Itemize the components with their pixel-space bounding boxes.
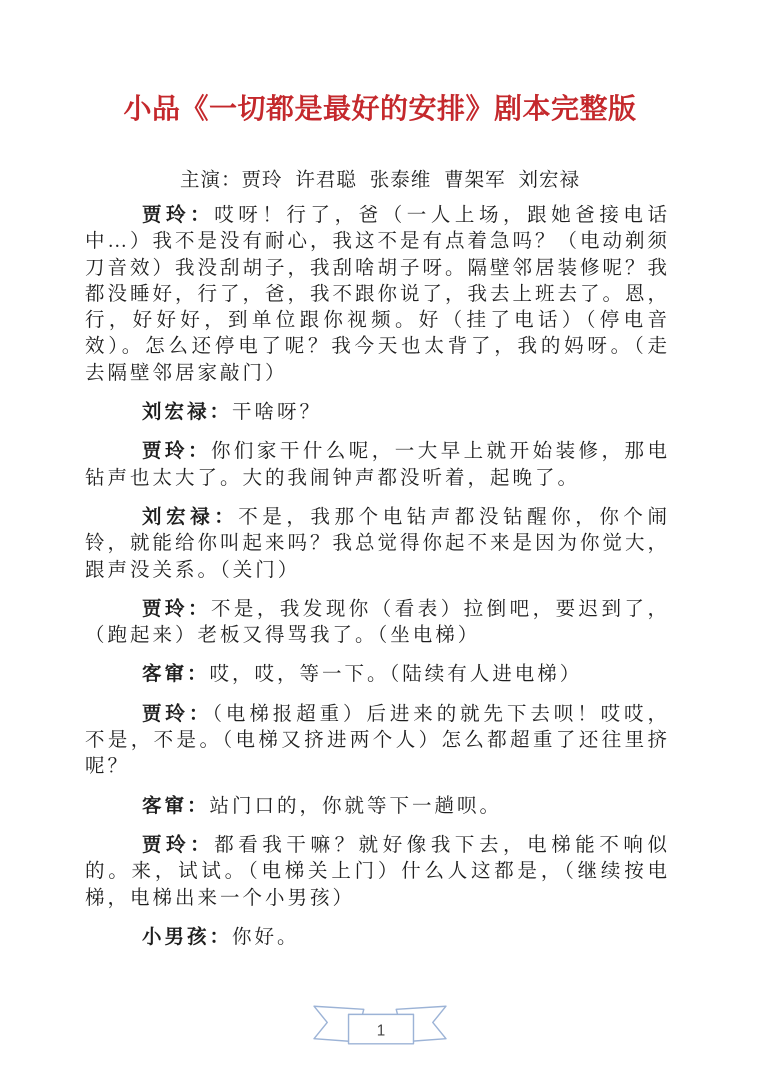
- dialogue-text: 你们家干什么呢，一大早上就开始装修，那电钻声也太大了。大的我闹钟声都没听着，起晚了。: [85, 441, 670, 489]
- dialogue-paragraph: [85, 504, 670, 584]
- dialogue-paragraph: [85, 399, 670, 426]
- dialogue-paragraph: [85, 661, 670, 688]
- dialogue-text: 哎，哎，等一下。（陆续有人进电梯）: [209, 664, 583, 686]
- cast-line: 主演：贾玲 许君聪 张泰维 曹架军 刘宏禄: [179, 170, 580, 191]
- dialogue-paragraph: [85, 832, 670, 912]
- speaker-name: 贾玲：: [142, 702, 213, 725]
- dialogue-text: （电梯报超重）后进来的就先下去呗！哎哎，不是，不是。（电梯又挤进两个人）怎么都超重了还往里挤呢？: [85, 703, 670, 778]
- page-number: 1: [376, 1022, 386, 1040]
- dialogue-text: 不是，我那个电钻声都没钻醒你，你个闹铃，就能给你叫起来吗？我总觉得你起不来是因为你觉大，跟声没关系。（关门）: [85, 506, 671, 581]
- page-number-ribbon: [311, 1001, 449, 1048]
- script-body: [85, 202, 670, 963]
- speaker-name: 客窜：: [142, 794, 210, 817]
- speaker-name: 小男孩：: [142, 925, 233, 948]
- dialogue-paragraph: [85, 701, 670, 781]
- speaker-name: 刘宏禄：: [142, 505, 239, 528]
- page-title: 小品《一切都是最好的安排》剧本完整版: [123, 93, 637, 124]
- dialogue-paragraph: [85, 438, 670, 492]
- speaker-name: 刘宏禄：: [142, 401, 233, 424]
- dialogue-text: 干啥呀？: [232, 402, 323, 424]
- dialogue-paragraph: [85, 596, 670, 650]
- dialogue-text: 你好。: [232, 926, 300, 948]
- speaker-name: 贾玲：: [142, 833, 215, 856]
- dialogue-text: 哎呀！行了，爸（一人上场，跟她爸接电话中…）我不是没有耐心，我这不是有点着急吗？（电动剃须刀音效）我没刮胡子，我刮啥胡子呀。隔壁邻居装修呢？我都没睡好，行了，爸，我不跟你说了，我去上班去了。恩，行，好好好，到单位跟你视频。好（挂了电话）（停电音效）。怎么还停电了呢？我今天也太背了，我的妈呀。（走去隔壁邻居家敲门）: [85, 205, 671, 384]
- dialogue-text: 不是，我发现你（看表）拉倒吧，要迟到了，（跑起来）老板又得骂我了。（坐电梯）: [85, 598, 670, 647]
- dialogue-text: 都看我干嘛？就好像我下去，电梯能不响似的。来，试试。（电梯关上门）什么人这都是，（继续按电梯，电梯出来一个小男孩）: [85, 834, 670, 909]
- dialogue-paragraph: [85, 924, 670, 951]
- dialogue-text: 站门口的，你就等下一趟呗。: [209, 795, 503, 817]
- page-footer: [311, 1001, 449, 1049]
- speaker-name: 客窜：: [142, 663, 210, 686]
- dialogue-paragraph: [85, 793, 670, 820]
- speaker-name: 贾玲：: [142, 597, 211, 620]
- speaker-name: 贾玲：: [142, 204, 215, 226]
- dialogue-paragraph: [85, 202, 670, 387]
- speaker-name: 贾玲：: [142, 440, 211, 463]
